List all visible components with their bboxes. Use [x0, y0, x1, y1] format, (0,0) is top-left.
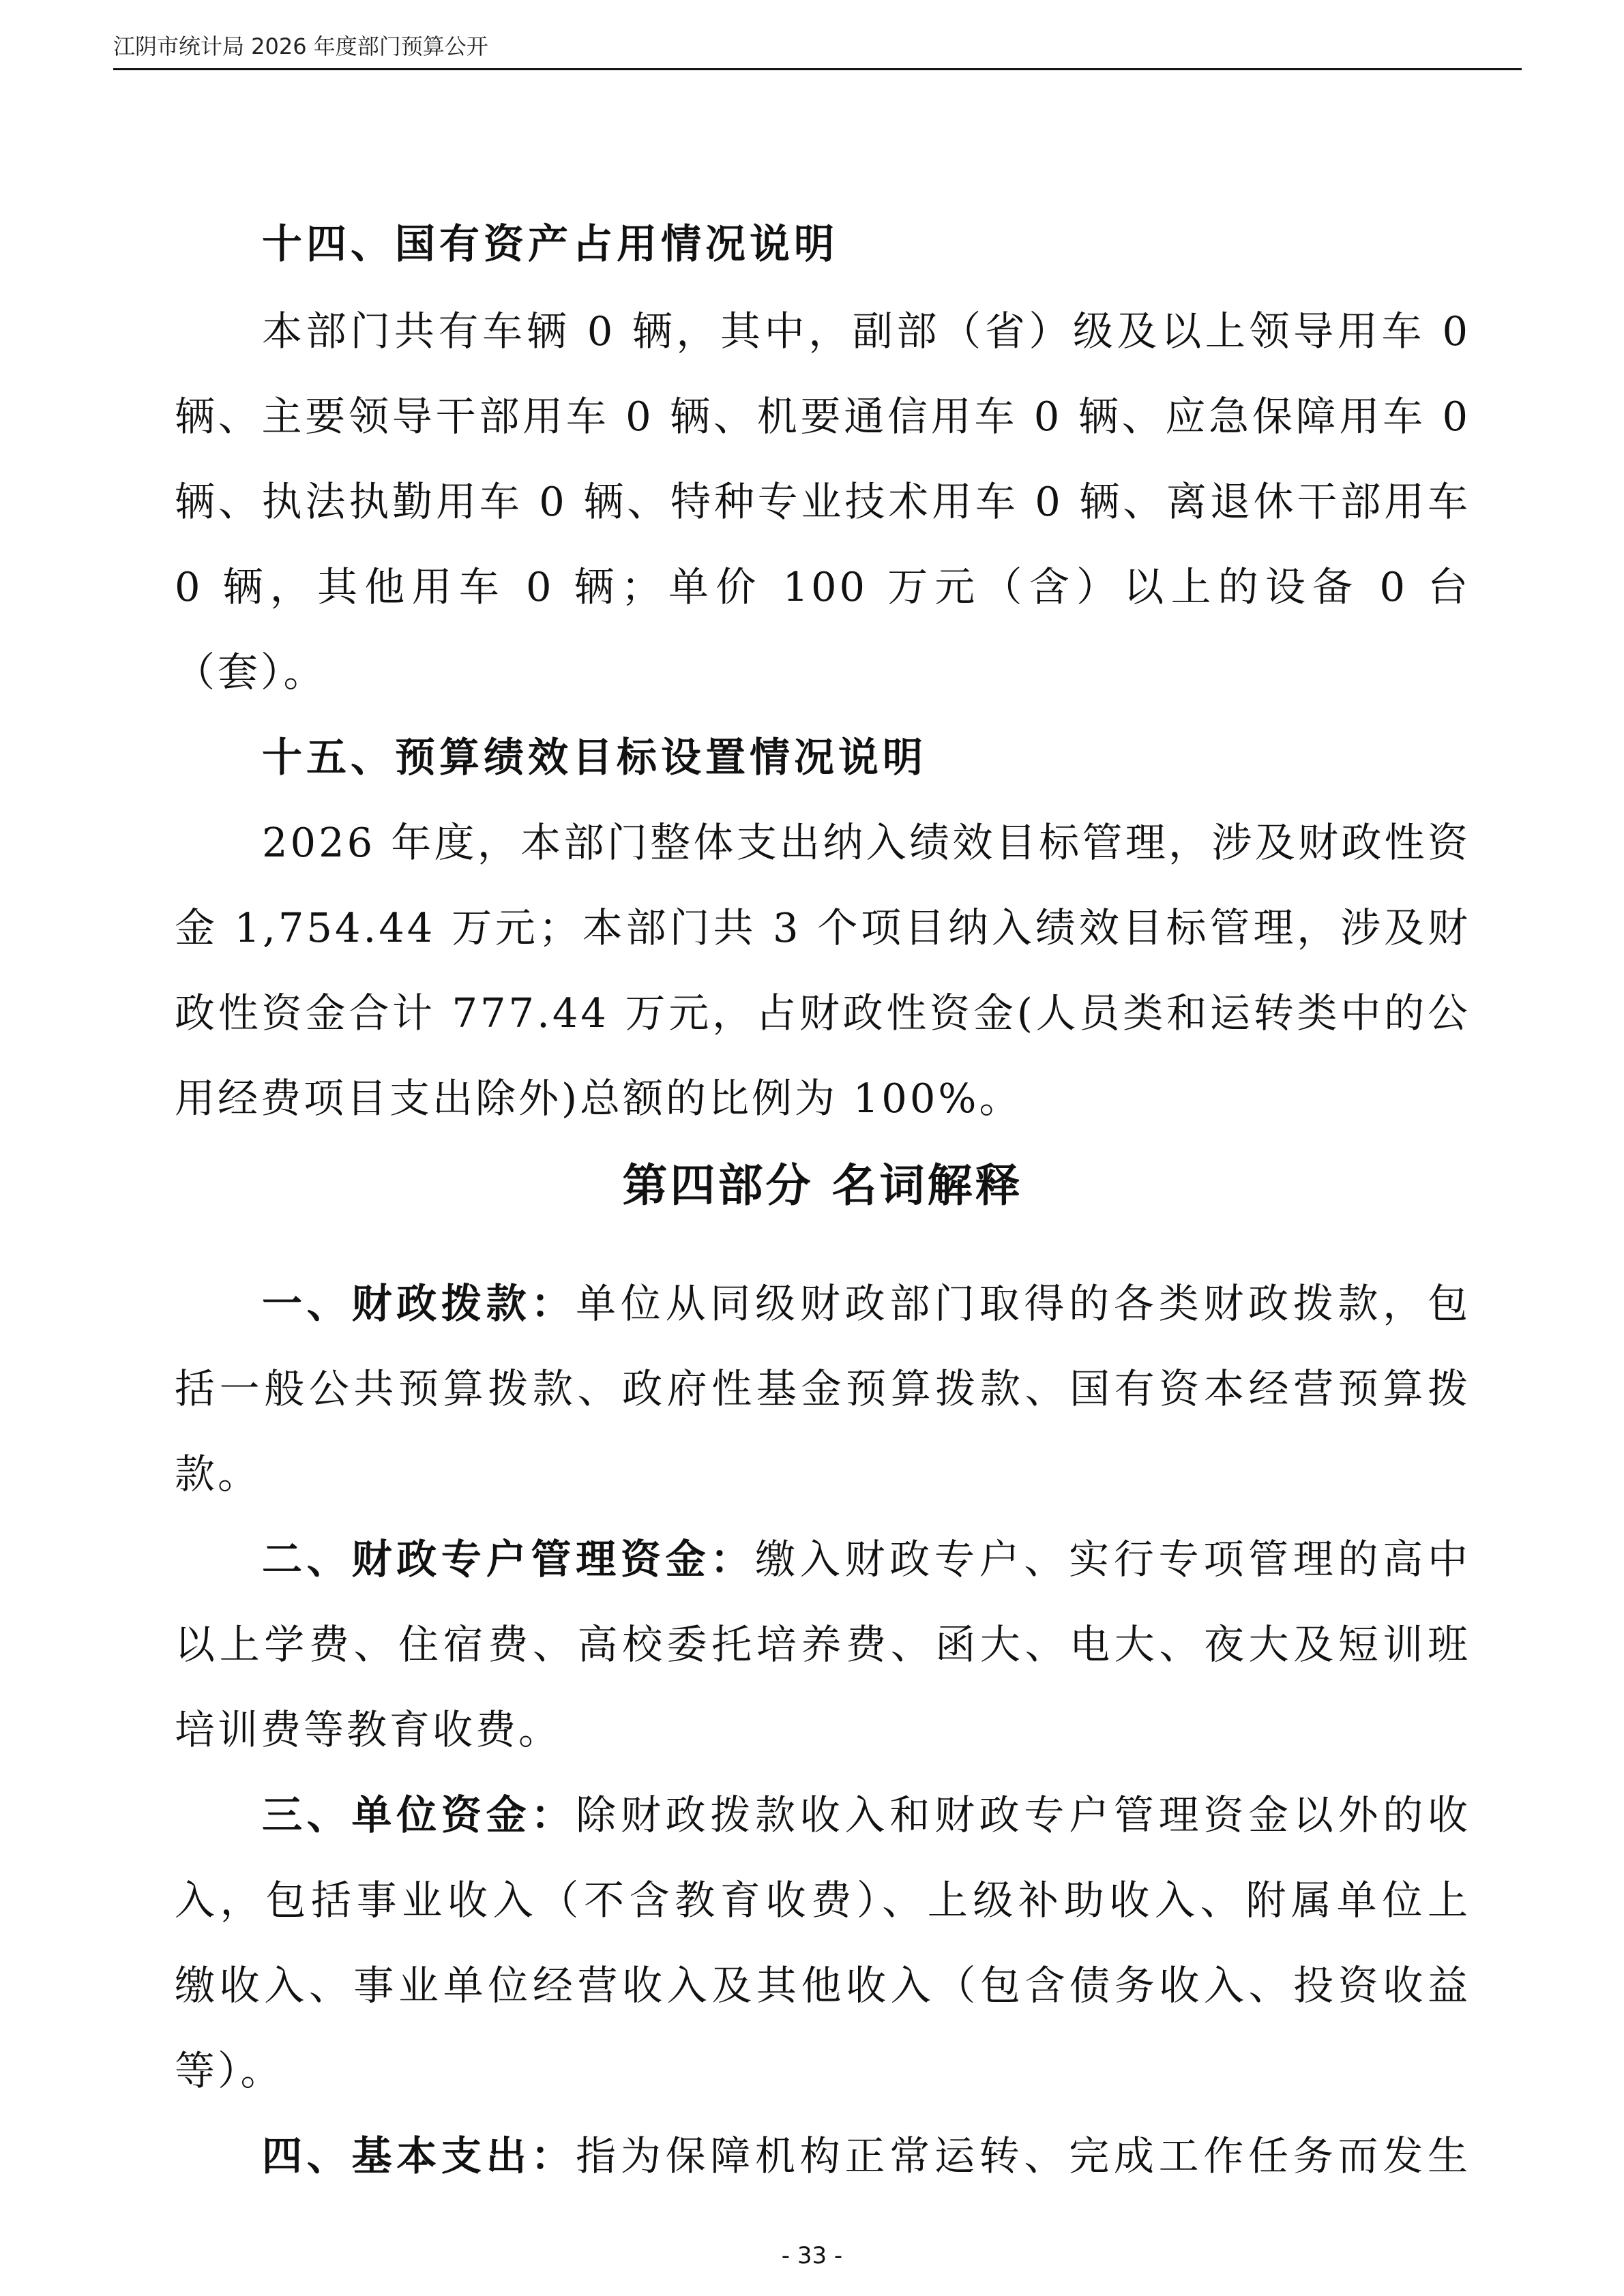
section-14-line: 辆、执法执勤用车 0 辆、特种专业技术用车 0 辆、离退休干部用车: [175, 478, 1471, 525]
section-15-line: 2026 年度，本部门整体支出纳入绩效目标管理，涉及财政性资: [262, 819, 1471, 866]
document-header-title: 江阴市统计局 2026 年度部门预算公开: [113, 33, 488, 59]
section-14-line: 辆、主要领导干部用车 0 辆、机要通信用车 0 辆、应急保障用车 0: [175, 393, 1471, 440]
section-14-line: 0 辆，其他用车 0 辆；单价 100 万元（含）以上的设备 0 台: [175, 563, 1471, 610]
term-3-line: 等）。: [175, 2047, 284, 2094]
section-15-heading: 十五、预算绩效目标设置情况说明: [262, 734, 928, 781]
term-1-label: 一、财政拨款：: [262, 1280, 576, 1327]
term-1-line: 括一般公共预算拨款、政府性基金预算拨款、国有资本经营预算拨: [175, 1365, 1471, 1412]
term-2-text: 缴入财政专户、实行专项管理的高中: [755, 1536, 1471, 1583]
term-2-line: 以上学费、住宿费、高校委托培养费、函大、电大、夜大及短训班: [175, 1621, 1471, 1668]
term-3-line: 入，包括事业收入（不含教育收费）、上级补助收入、附属单位上: [175, 1877, 1471, 1924]
term-4-label: 四、基本支出：: [262, 2132, 576, 2179]
term-2-first-line: [262, 1532, 1471, 1587]
section-15-line: 金 1,754.44 万元；本部门共 3 个项目纳入绩效目标管理，涉及财: [175, 904, 1471, 951]
term-1-first-line: [262, 1277, 1471, 1331]
section-15-line: 用经费项目支出除外)总额的比例为 100%。: [175, 1075, 1022, 1122]
term-3-label: 三、单位资金：: [262, 1791, 576, 1838]
part-4-title: 第四部分 名词解释: [622, 1159, 1023, 1212]
term-4-text: 指为保障机构正常运转、完成工作任务而发生: [576, 2132, 1471, 2179]
section-14-line: （套）。: [175, 648, 327, 696]
term-4-first-line: [262, 2129, 1471, 2183]
term-3-text: 除财政拨款收入和财政专户管理资金以外的收: [576, 1791, 1471, 1838]
page-number: - 33 -: [781, 2242, 843, 2269]
section-15-line: 政性资金合计 777.44 万元，占财政性资金(人员类和运转类中的公: [175, 989, 1471, 1037]
section-14-heading: 十四、国有资产占用情况说明: [262, 220, 839, 267]
term-2-line: 培训费等教育收费。: [175, 1706, 562, 1753]
term-2-label: 二、财政专户管理资金：: [262, 1536, 756, 1583]
header-divider: [113, 68, 1522, 70]
section-14-line: 本部门共有车辆 0 辆，其中，副部（省）级及以上领导用车 0: [262, 308, 1471, 355]
term-1-line: 款。: [175, 1450, 261, 1497]
term-3-line: 缴收入、事业单位经营收入及其他收入（包含债务收入、投资收益: [175, 1962, 1471, 2009]
term-3-first-line: [262, 1788, 1471, 1843]
term-1-text: 单位从同级财政部门取得的各类财政拨款，包: [576, 1280, 1471, 1327]
